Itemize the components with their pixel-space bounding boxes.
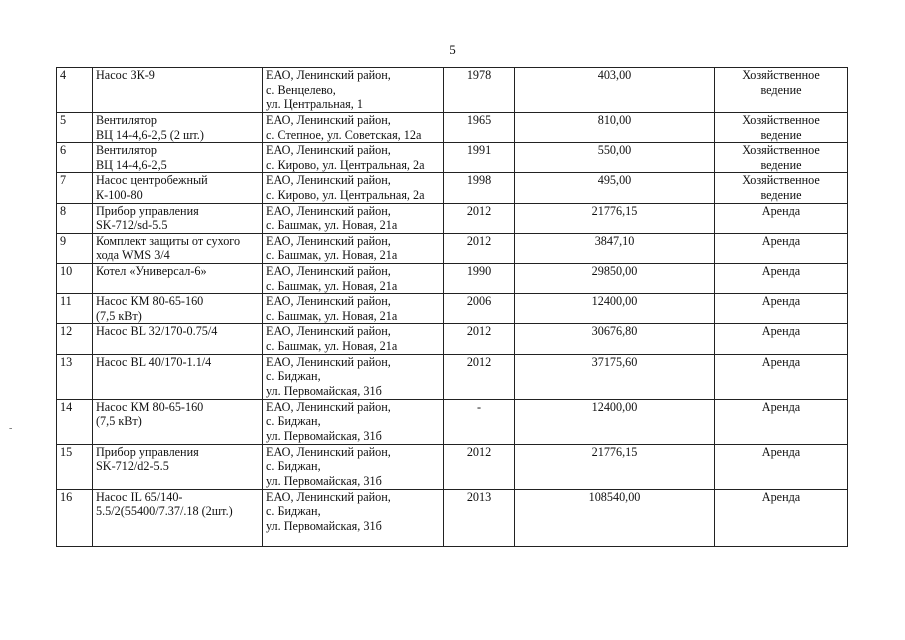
cost-cell: 3847,10: [515, 233, 715, 263]
address-cell: ЕАО, Ленинский район, с. Башмак, ул. Новая, 21а: [263, 263, 444, 293]
cost-cell: 29850,00: [515, 263, 715, 293]
basis-cell: Аренда: [715, 399, 848, 444]
row-number-cell: 10: [57, 263, 93, 293]
row-number-cell: 13: [57, 354, 93, 399]
basis-cell: Аренда: [715, 233, 848, 263]
basis-cell: Аренда: [715, 354, 848, 399]
row-number-cell: 14: [57, 399, 93, 444]
cost-cell: 21776,15: [515, 203, 715, 233]
year-cell: 1990: [444, 263, 515, 293]
table-row: [57, 233, 848, 263]
row-number-cell: 16: [57, 489, 93, 546]
address-cell: ЕАО, Ленинский район, с. Степное, ул. Советская, 12а: [263, 113, 444, 143]
equipment-name-cell: Насос КМ 80-65-160 (7,5 кВт): [93, 294, 263, 324]
row-number-cell: 8: [57, 203, 93, 233]
table-row: [57, 203, 848, 233]
address-cell: ЕАО, Ленинский район, с. Биджан, ул. Первомайская, 31б: [263, 354, 444, 399]
equipment-name-cell: Насос BL 32/170-0.75/4: [93, 324, 263, 354]
cost-cell: 810,00: [515, 113, 715, 143]
table-row: [57, 173, 848, 203]
address-cell: ЕАО, Ленинский район, с. Башмак, ул. Новая, 21а: [263, 233, 444, 263]
table-row: [57, 143, 848, 173]
cost-cell: 12400,00: [515, 399, 715, 444]
address-cell: ЕАО, Ленинский район, с. Кирово, ул. Центральная, 2а: [263, 143, 444, 173]
address-cell: ЕАО, Ленинский район, с. Кирово, ул. Центральная, 2а: [263, 173, 444, 203]
cost-cell: 403,00: [515, 68, 715, 113]
table-row: [57, 263, 848, 293]
equipment-name-cell: Насос ЗК-9: [93, 68, 263, 113]
year-cell: 2012: [444, 203, 515, 233]
equipment-name-cell: Котел «Универсал-6»: [93, 263, 263, 293]
row-number-cell: 4: [57, 68, 93, 113]
year-cell: 1978: [444, 68, 515, 113]
cost-cell: 12400,00: [515, 294, 715, 324]
equipment-name-cell: Комплект защиты от сухого хода WMS 3/4: [93, 233, 263, 263]
cost-cell: 550,00: [515, 143, 715, 173]
address-cell: ЕАО, Ленинский район, с. Башмак, ул. Новая, 21а: [263, 324, 444, 354]
basis-cell: Аренда: [715, 444, 848, 489]
address-cell: ЕАО, Ленинский район, с. Биджан, ул. Первомайская, 31б: [263, 399, 444, 444]
row-number-cell: 7: [57, 173, 93, 203]
year-cell: 2012: [444, 233, 515, 263]
cost-cell: 30676,80: [515, 324, 715, 354]
year-cell: 1991: [444, 143, 515, 173]
table-row: [57, 294, 848, 324]
basis-cell: Аренда: [715, 263, 848, 293]
address-cell: ЕАО, Ленинский район, с. Башмак, ул. Новая, 21а: [263, 294, 444, 324]
row-number-cell: 5: [57, 113, 93, 143]
year-cell: 2012: [444, 324, 515, 354]
table-row: [57, 444, 848, 489]
row-number-cell: 15: [57, 444, 93, 489]
table-row: [57, 68, 848, 113]
year-cell: 1998: [444, 173, 515, 203]
equipment-name-cell: Прибор управления SK-712/sd-5.5: [93, 203, 263, 233]
address-cell: ЕАО, Ленинский район, с. Биджан, ул. Первомайская, 31б: [263, 489, 444, 546]
equipment-name-cell: Насос центробежный К-100-80: [93, 173, 263, 203]
property-table-body: [57, 68, 848, 547]
table-row: [57, 324, 848, 354]
row-number-cell: 11: [57, 294, 93, 324]
basis-cell: Аренда: [715, 294, 848, 324]
equipment-name-cell: Вентилятор ВЦ 14-4,6-2,5: [93, 143, 263, 173]
equipment-name-cell: Насос BL 40/170-1.1/4: [93, 354, 263, 399]
basis-cell: Хозяйственное ведение: [715, 68, 848, 113]
year-cell: 2012: [444, 444, 515, 489]
cost-cell: 21776,15: [515, 444, 715, 489]
table-row: [57, 354, 848, 399]
equipment-name-cell: Прибор управления SK-712/d2-5.5: [93, 444, 263, 489]
cost-cell: 495,00: [515, 173, 715, 203]
basis-cell: Хозяйственное ведение: [715, 143, 848, 173]
page-number: 5: [449, 42, 456, 57]
row-number-cell: 6: [57, 143, 93, 173]
year-cell: 2012: [444, 354, 515, 399]
equipment-name-cell: Насос IL 65/140- 5.5/2(55400/7.37/.18 (2шт.): [93, 489, 263, 546]
year-cell: 1965: [444, 113, 515, 143]
table-row: [57, 489, 848, 546]
basis-cell: Хозяйственное ведение: [715, 173, 848, 203]
property-table: [56, 67, 848, 547]
basis-cell: Аренда: [715, 324, 848, 354]
year-cell: -: [444, 399, 515, 444]
address-cell: ЕАО, Ленинский район, с. Венцелево, ул. Центральная, 1: [263, 68, 444, 113]
row-number-cell: 12: [57, 324, 93, 354]
row-number-cell: 9: [57, 233, 93, 263]
year-cell: 2013: [444, 489, 515, 546]
margin-mark: -: [9, 423, 13, 434]
table-row: [57, 113, 848, 143]
address-cell: ЕАО, Ленинский район, с. Биджан, ул. Первомайская, 31б: [263, 444, 444, 489]
equipment-name-cell: Вентилятор ВЦ 14-4,6-2,5 (2 шт.): [93, 113, 263, 143]
cost-cell: 37175,60: [515, 354, 715, 399]
basis-cell: Аренда: [715, 489, 848, 546]
equipment-name-cell: Насос КМ 80-65-160 (7,5 кВт): [93, 399, 263, 444]
year-cell: 2006: [444, 294, 515, 324]
basis-cell: Аренда: [715, 203, 848, 233]
cost-cell: 108540,00: [515, 489, 715, 546]
table-row: [57, 399, 848, 444]
address-cell: ЕАО, Ленинский район, с. Башмак, ул. Новая, 21а: [263, 203, 444, 233]
basis-cell: Хозяйственное ведение: [715, 113, 848, 143]
